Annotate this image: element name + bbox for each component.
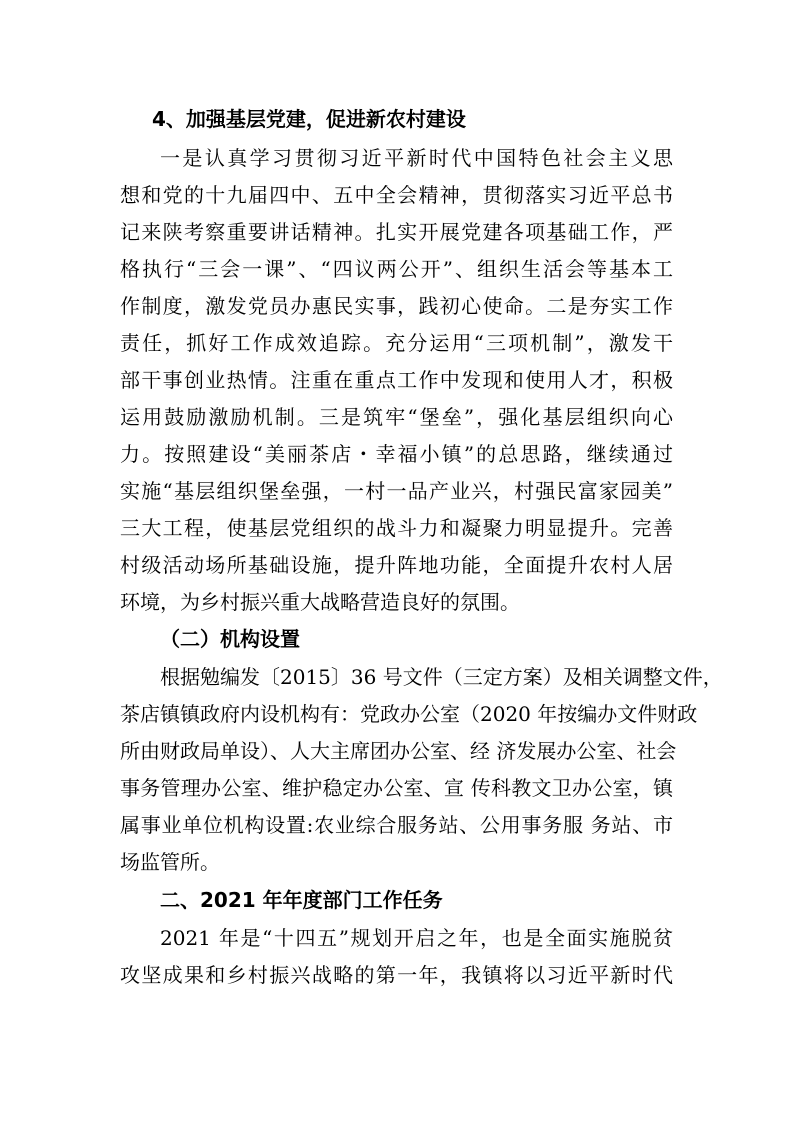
paragraph-line: 运用鼓励激励机制。三是筑牢“堡垒”，强化基层组织向心 (120, 405, 673, 429)
paragraph-line: 记来陕考察重要讲话精神。扎实开展党建各项基础工作，严 (120, 220, 673, 244)
paragraph-line: 作制度，激发党员办惠民实事，践初心使命。二是夯实工作 (120, 294, 673, 318)
paragraph-line: 场监管所。 (120, 850, 220, 874)
section-heading-tasks: 二、2021 年年度部门工作任务 (160, 888, 443, 912)
paragraph-line: 部干事创业热情。注重在重点工作中发现和使用人才，积极 (120, 368, 673, 392)
section-heading-institutions: （二）机构设置 (160, 627, 300, 651)
paragraph-line: 攻坚成果和乡村振兴战略的第一年，我镇将以习近平新时代 (120, 963, 673, 987)
paragraph-line: 根据勉编发〔2015〕36 号文件（三定方案）及相关调整文件， (160, 665, 723, 689)
paragraph-line: 三大工程，使基层党组织的战斗力和凝聚力明显提升。完善 (120, 516, 673, 540)
paragraph-line: 属事业单位机构设置:农业综合服务站、公用事务服 务站、市 (120, 813, 673, 837)
paragraph-line: 所由财政局单设）、人大主席团办公室、经 济发展办公室、社会 (120, 739, 677, 763)
paragraph-line: 环境，为乡村振兴重大战略营造良好的氛围。 (120, 590, 520, 614)
paragraph-line: 格执行“三会一课”、“四议两公开”、组织生活会等基本工 (120, 257, 673, 281)
paragraph-line: 责任，抓好工作成效追踪。充分运用“三项机制”，激发干 (120, 331, 673, 355)
paragraph-line: 一是认真学习贯彻习近平新时代中国特色社会主义思 (160, 146, 673, 170)
paragraph-line: 力。按照建设“美丽茶店・幸福小镇”的总思路，继续通过 (120, 442, 673, 466)
paragraph-line: 2021 年是“十四五”规划开启之年，也是全面实施脱贫 (160, 926, 673, 950)
paragraph-line: 村级活动场所基础设施，提升阵地功能，全面提升农村人居 (120, 553, 673, 577)
paragraph-line: 茶店镇镇政府内设机构有：党政办公室（2020 年按编办文件财政 (120, 702, 698, 726)
paragraph-line: 实施“基层组织堡垒强，一村一品产业兴，村强民富家园美” (120, 479, 673, 503)
paragraph-line: 事务管理办公室、维护稳定办公室、宣 传科教文卫办公室，镇 (120, 776, 673, 800)
section-heading-4: 4、加强基层党建，促进新农村建设 (152, 107, 466, 131)
paragraph-line: 想和党的十九届四中、五中全会精神，贯彻落实习近平总书 (120, 183, 673, 207)
